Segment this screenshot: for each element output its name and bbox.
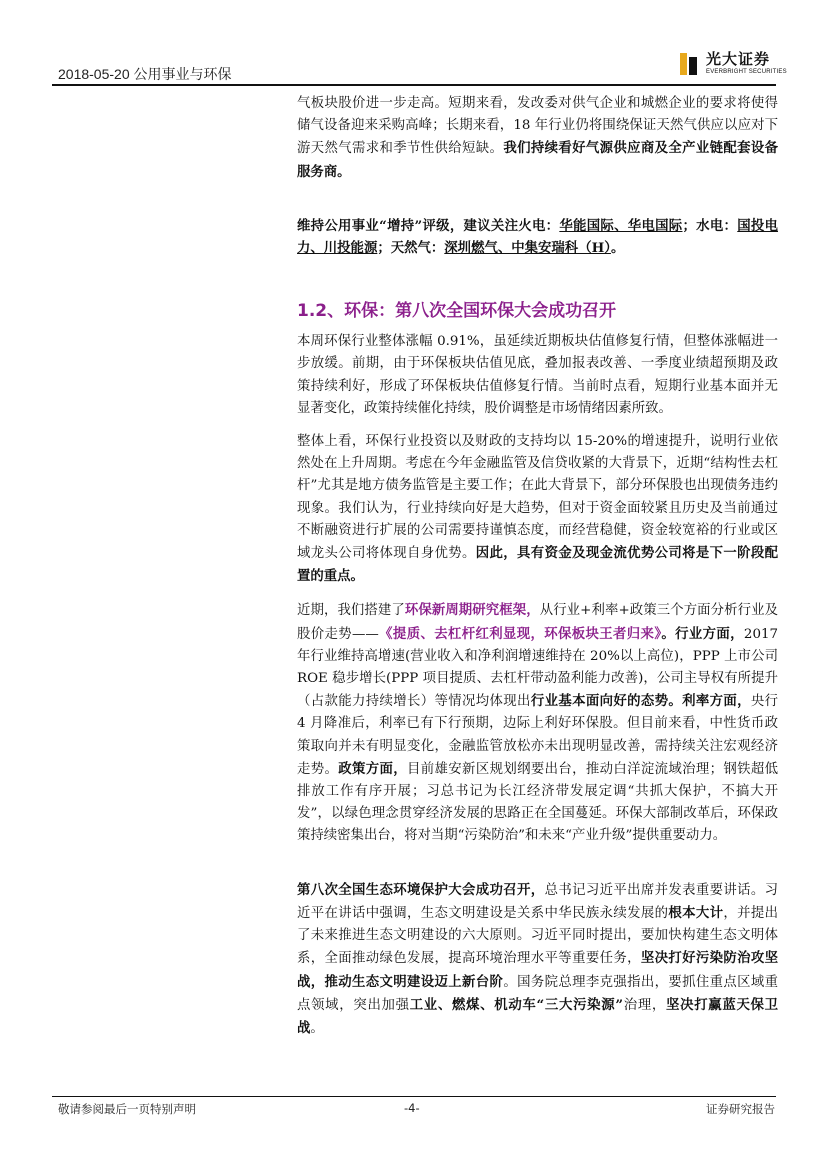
section-title: 1.2、环保：第八次全国环保大会成功召开 bbox=[297, 301, 617, 321]
text: 目前雄安新区规划纲要出台，推动白洋淀流域治理；钢铁超低排放工作有序开展；习总书记为长江经济带发展定调“共抓大保护，不搞大开发”，以绿色理念贯穿经济发展的思路正在全国蔓延。环保大部制改革后，环保政策持续密集出台，将对当期“污染防治”和未来“产业升级”提供重要动力。 bbox=[297, 761, 779, 844]
page-number: -4- bbox=[404, 1101, 420, 1115]
text-bold: 维持公用事业“增持”评级，建议关注火电： bbox=[297, 217, 560, 234]
stock-link-gas: 深圳燃气、中集安瑞科（H） bbox=[444, 240, 611, 257]
header-date-sector: 2018-05-20 公用事业与环保 bbox=[58, 66, 232, 82]
text-bold: 我们持续看好气源供应商及全产业链配套设备服务商。 bbox=[297, 140, 779, 180]
text: 气板块股价进一步走高。短期来看，发改委对供气企业和城燃企业的要求将使得储气设备迎来采购高峰；长期来看，18 年行业仍将围绕保证天然气供应以应对下游天然气需求和季节性供给短缺。 bbox=[297, 96, 778, 157]
text: 。国务院总理李克强指出，要抓住重点区域重点领域，突出加强 bbox=[297, 974, 779, 1013]
text-bold: 坚决打好污染防治攻坚战，推动生态文明建设迈上新台阶 bbox=[297, 950, 779, 990]
text-bold: 工业、燃煤、机动车“三大污染源” bbox=[409, 996, 624, 1013]
text-highlight: 环保新周期研究框架， bbox=[404, 602, 540, 619]
text: 央行 4 月降准后，利率已有下行预期，边际上利好环保股。但目前来看，中性货币政策取向并未有明显变化，金融监管放松亦未出现明显改善，需持续关注宏观经济走势。 bbox=[297, 694, 779, 777]
logo-text-cn: 光大证券 bbox=[706, 50, 771, 68]
text-bold: 。利率方面， bbox=[668, 693, 751, 710]
text-bold: ；天然气： bbox=[377, 240, 445, 257]
brand-logo bbox=[680, 52, 787, 75]
logo-icon bbox=[680, 53, 700, 75]
stock-link-hydro: 国投电力、川投能源 bbox=[297, 217, 779, 257]
text: 本周环保行业整体涨幅 0.91%，虽延续近期板块估值修复行情，但整体涨幅进一步放缓。前期，由于环保板块估值见底，叠加报表改善、一季度业绩超预期及政策持续利好，形成了环保板块估值修复行情。当前时点看，短期行业基本面并无显著变化，政策持续催化持续，股价调整是市场情绪因素所致。 bbox=[297, 334, 778, 416]
footer-report-type: 证券研究报告 bbox=[706, 1102, 775, 1116]
text-bold: 行业基本面向好的态势 bbox=[530, 693, 669, 710]
logo-text-en: EVERBRIGHT SECURITIES bbox=[706, 69, 787, 75]
paragraph-weekly bbox=[297, 331, 778, 420]
text: 从行业+利率+政策三个方面分析行业及股价走势—— bbox=[297, 603, 778, 642]
paragraph-rating bbox=[297, 215, 778, 259]
paragraph-framework bbox=[297, 599, 778, 847]
text-bold: 根本大计 bbox=[668, 904, 724, 921]
text: 治理， bbox=[623, 997, 667, 1013]
text: ，并提出了未来推进生态文明建设的六大原则。习近平同时提出，要加快构建生态文明体系，全面推动绿色发展，提高环境治理水平等重要任务， bbox=[297, 905, 779, 967]
text: 。 bbox=[310, 1020, 324, 1036]
text-bold: 。行业方面， bbox=[661, 625, 744, 642]
text-bold: 因此，具有资金及现金流优势公司将是下一阶段配置的重点。 bbox=[297, 545, 779, 585]
text-bold: 第八次全国生态环境保护大会成功召开， bbox=[297, 881, 545, 898]
footer-disclaimer: 敬请参阅最后一页特别声明 bbox=[58, 1102, 196, 1116]
footer-divider bbox=[52, 1096, 776, 1097]
text: 整体上看，环保行业投资以及财政的支持均以 15-20%的增速提升，说明行业依然处在上升周期。考虑在今年金融监管及信贷收紧的大背景下，近期“结构性去杠杆”尤其是地方债务监管是主要工作；在此大背景下，部分环保股也出现债务违约现象。我们认为，行业持续向好是大趋势，但对于资金面较紧且历史及当前通过不断融资进行扩展的公司需要持谨慎态度，而经营稳健，资金较宽裕的行业或区域龙头公司将体现自身优势。 bbox=[297, 434, 778, 562]
body-content bbox=[297, 93, 778, 1040]
text: 近期，我们搭建了 bbox=[297, 603, 405, 619]
text-bold: 。 bbox=[610, 240, 625, 257]
paragraph-overall bbox=[297, 431, 778, 588]
text: 总书记习近平出席并发表重要讲话。习近平在讲话中强调，生态文明建设是关系中华民族永续发展的 bbox=[297, 882, 779, 921]
text: 2017 年行业维持高增速(营业收入和净利润增速维持在 20%以上高位)，PPP 上市公司 ROE 稳步增长(PPP 项目提质、去杠杆带动盈利能力改善)，公司主导权有所提升（占款能力持续增长）等情况均体现出 bbox=[297, 626, 778, 710]
text-bold: ；水电： bbox=[682, 217, 738, 234]
text-bold: 坚决打赢蓝天保卫战 bbox=[297, 996, 779, 1036]
text-bold: 政策方面， bbox=[338, 760, 408, 777]
stock-link-thermal: 华能国际、华电国际 bbox=[559, 217, 683, 234]
report-title-highlight: 《提质、去杠杆红利显现，环保板块王者归来》 bbox=[378, 625, 662, 642]
paragraph-gas bbox=[297, 93, 778, 184]
paragraph-conference bbox=[297, 879, 778, 1040]
header-divider bbox=[52, 84, 776, 86]
